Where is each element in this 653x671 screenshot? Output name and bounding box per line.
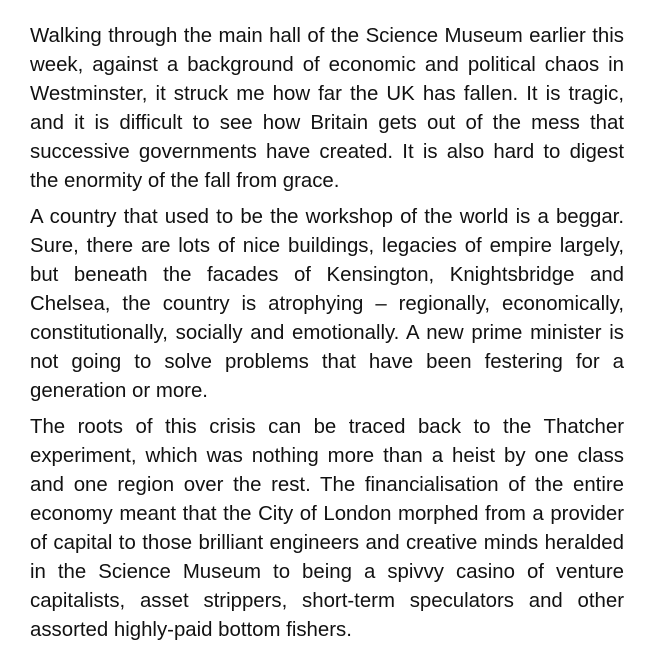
article-body xyxy=(30,22,624,652)
article-paragraph: A country that used to be the workshop of the world is a beggar. Sure, there are lots of nice buildings, legacies of empire largely, but beneath the facades of Kensington, Knightsbridge and Chelsea, the country is atrophying – regionally, economically, constitutionally, socially and emotionally. A new prime minister is not going to solve problems that have been festering for a generation or more. xyxy=(30,206,624,402)
article-paragraph: Walking through the main hall of the Science Museum earlier this week, against a background of economic and political chaos in Westminster, it struck me how far the UK has fallen. It is tragic, and it is difficult to see how Britain gets out of the mess that successive governments have created. It is also hard to digest the enormity of the fall from grace. xyxy=(30,25,624,192)
article-paragraph: The roots of this crisis can be traced back to the Thatcher experiment, which was nothing more than a heist by one class and one region over the rest. The financialisation of the entire economy meant that the City of London morphed from a provider of capital to those brilliant engineers and creative minds heralded in the Science Museum to being a spivvy casino of venture capitalists, asset strippers, short-term speculators and other assorted highly-paid bottom fishers. xyxy=(30,416,624,641)
